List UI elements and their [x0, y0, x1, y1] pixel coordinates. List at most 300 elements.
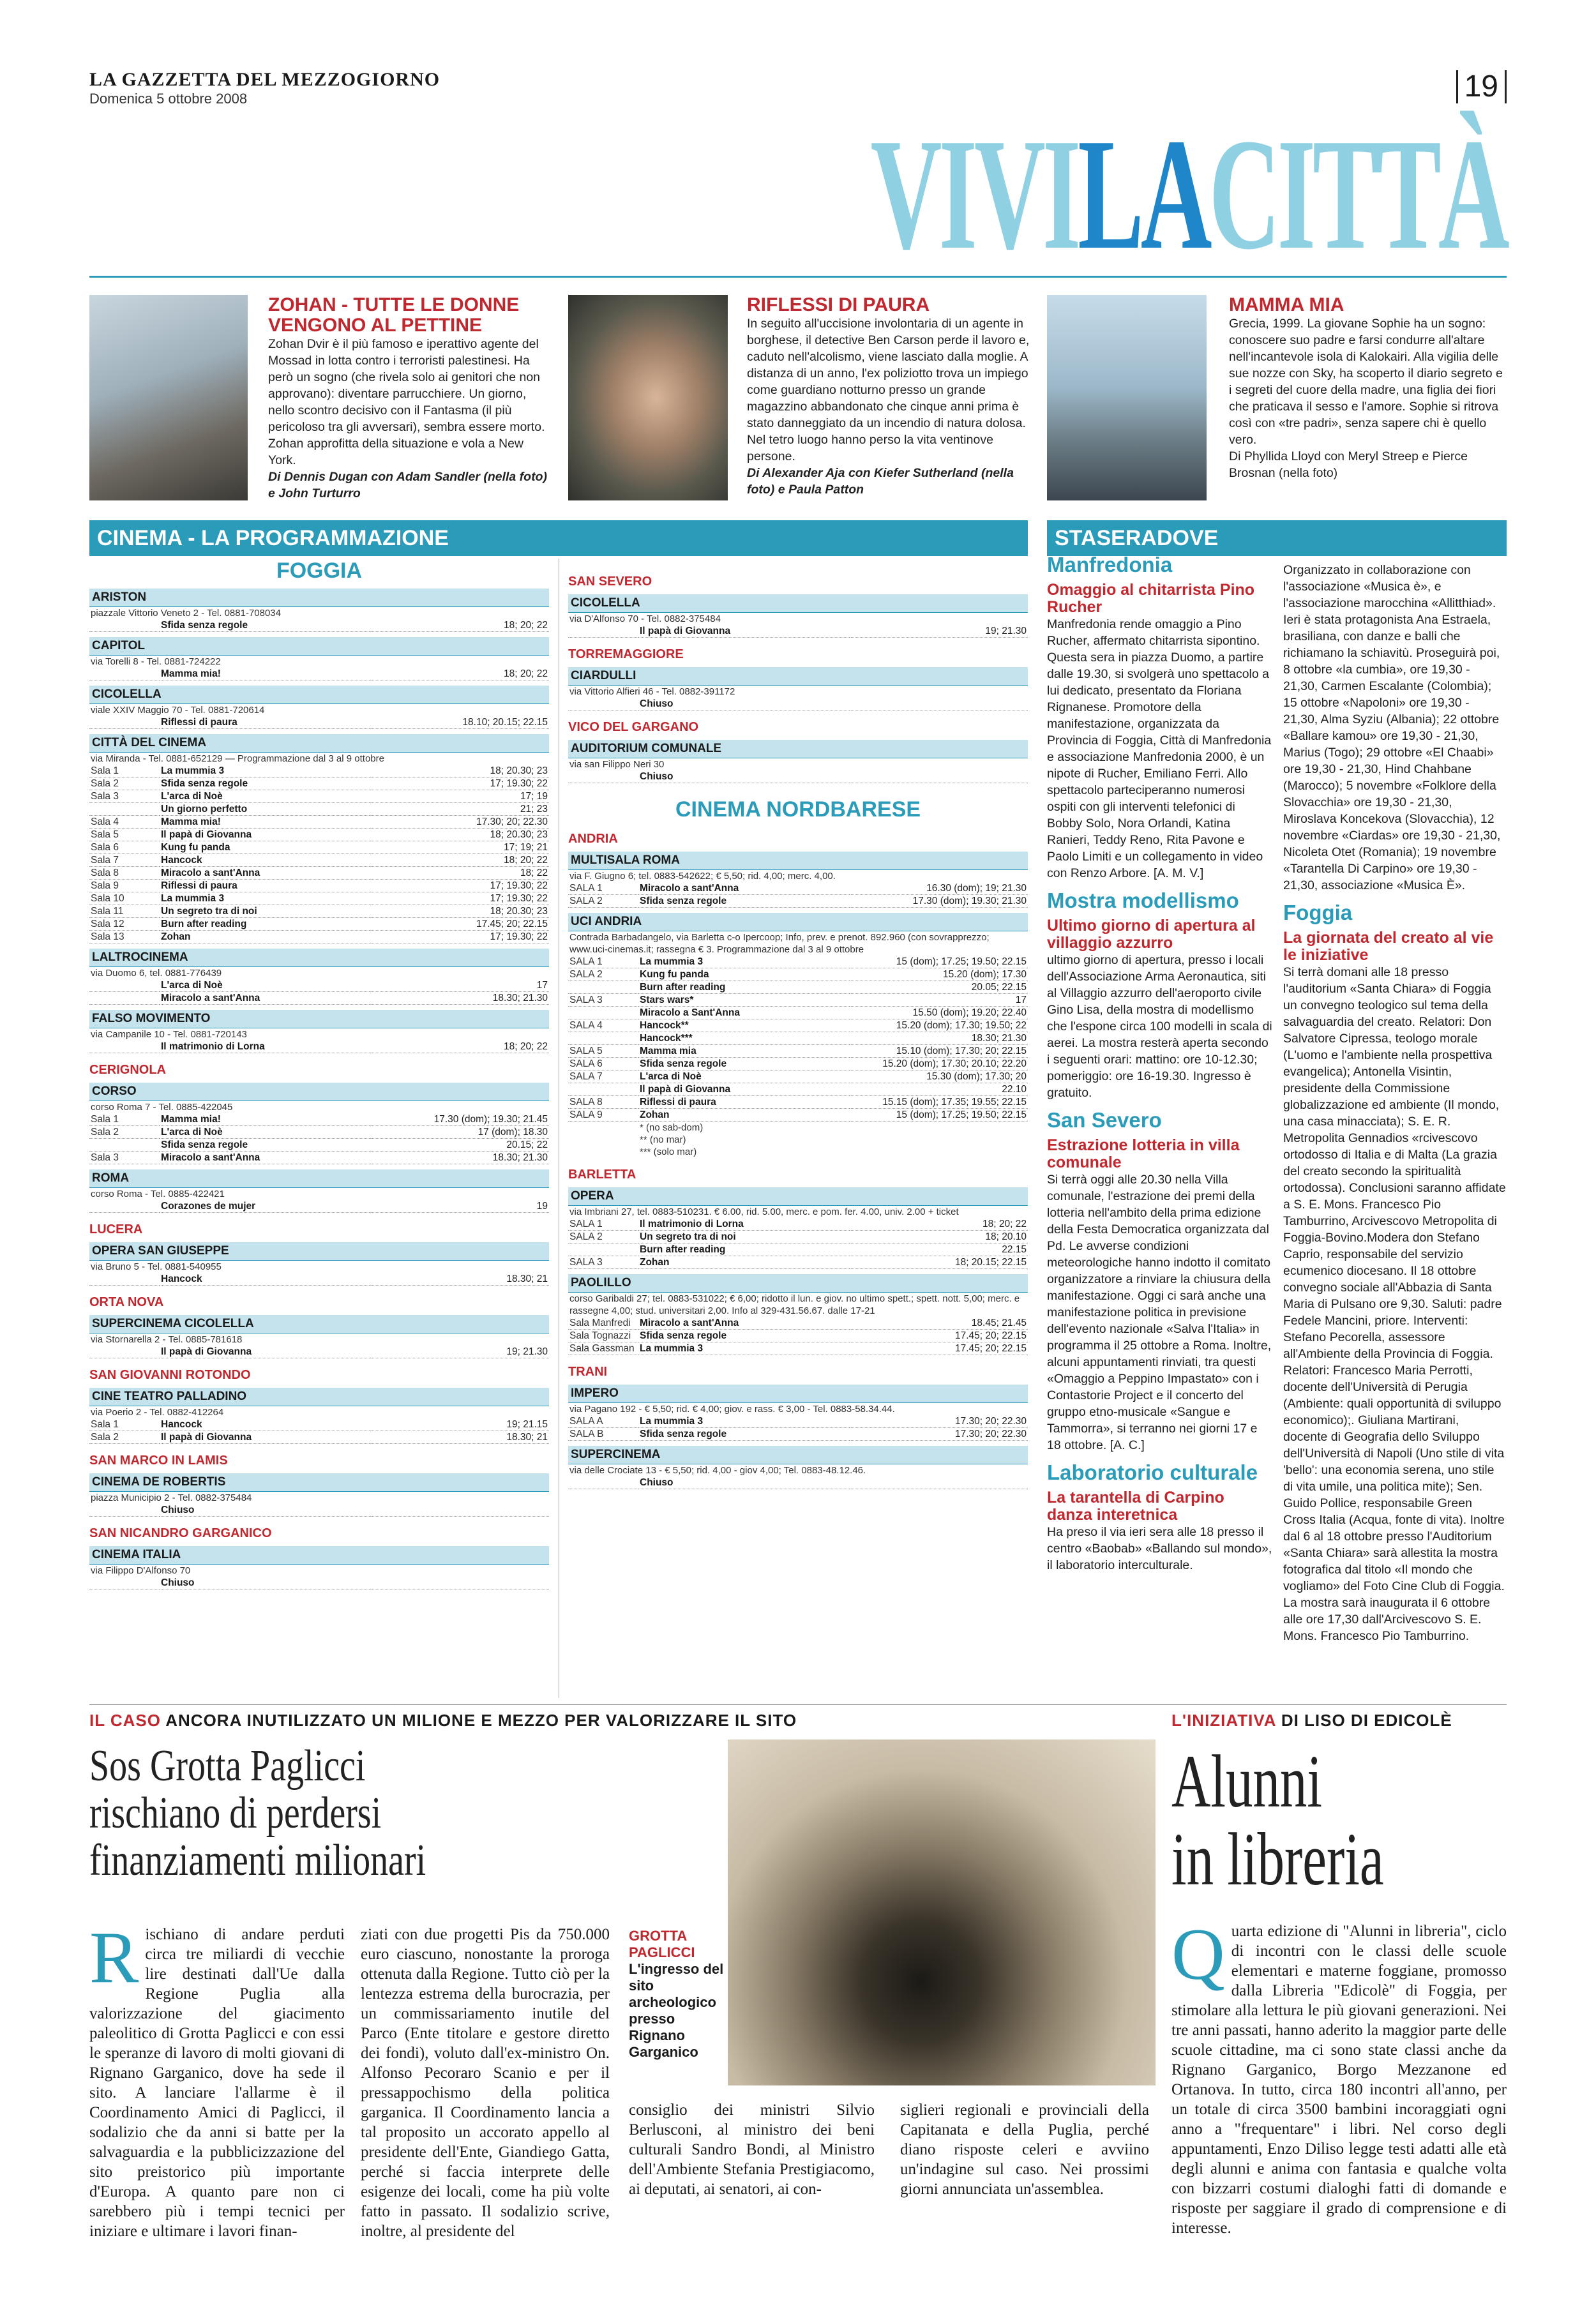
- city-heading-foggia: FOGGIA: [276, 559, 363, 583]
- screen-label: [89, 992, 160, 1005]
- show-times: 20.15; 22: [506, 1139, 548, 1150]
- showtime-row: [89, 803, 549, 816]
- showtimes-table: [89, 1200, 549, 1213]
- province-listings: [89, 1062, 549, 1589]
- showtime-row: [89, 778, 549, 790]
- show-times: 18.45; 21.45: [971, 1318, 1027, 1328]
- event-title: Ultimo giorno di apertura al villaggio azzurro: [1047, 917, 1256, 952]
- film-title: Chiuso: [640, 698, 674, 709]
- showtimes-table: [568, 956, 1028, 1122]
- show-times: [371, 1577, 549, 1589]
- film-title: Sfida senza regole: [161, 1139, 248, 1150]
- riflessi-photo: [568, 295, 728, 500]
- showtime-row: [568, 1428, 1028, 1441]
- cinema-block: [89, 637, 549, 680]
- film-title: Miracolo a sant'Anna: [161, 868, 260, 878]
- cinema-address: via Imbriani 27, tel. 0883-510231. € 6.00, rid. 5.00, merc. e pom. fer. 4.00, univ. 2.00 + ticket: [569, 1206, 959, 1217]
- film-title: Miracolo a sant'Anna: [640, 883, 739, 894]
- film-title: La mummia 3: [640, 956, 704, 967]
- screen-label: Sala 2: [91, 1432, 119, 1443]
- cinema-address: corso Garibaldi 27; tel. 0883-531022; € 6,00; ridotto il lun. e giov. no ultimo spett.; spett. nott. 5,00; merc. e rassegne 4,00; stud. universitari 2,00. Info al 329-431.56.67. dalle 17-21: [569, 1293, 1020, 1316]
- caption-title: GROTTA PAGLICCI: [629, 1928, 695, 1960]
- cinema-name: PAOLILLO: [568, 1274, 1028, 1293]
- showtime-row: [568, 1019, 1028, 1032]
- cinema-name: SUPERCINEMA: [568, 1446, 1028, 1464]
- showtimes-table: [89, 1273, 549, 1286]
- cinema-block: [89, 1315, 549, 1358]
- screen-label: Sala 10: [91, 893, 124, 904]
- top-rule: [89, 276, 1507, 278]
- show-times: 19; 21.30: [985, 626, 1027, 636]
- event-town: Foggia: [1283, 901, 1353, 924]
- review-credit: Di Dennis Dugan con Adam Sandler (nella foto) e John Turturro: [268, 470, 547, 500]
- showtime-row: [89, 1418, 549, 1431]
- show-times: 17; 19.30; 22: [490, 931, 548, 942]
- screen-label: [568, 1032, 638, 1045]
- cinema-address: via Filippo D'Alfonso 70: [91, 1565, 191, 1576]
- showtime-row: [568, 968, 1028, 981]
- screen-label: SALA 2: [569, 896, 603, 906]
- cinema-name: CICOLELLA: [89, 686, 549, 704]
- screen-label: SALA 2: [569, 969, 603, 980]
- film-title: L'arca di Noè: [640, 1071, 702, 1082]
- screen-label: Sala 5: [91, 829, 119, 840]
- showtimes-table: [89, 1346, 549, 1358]
- town-heading: ANDRIA: [568, 832, 618, 846]
- showtimes-table: [89, 1113, 549, 1164]
- show-times: 18; 20; 22: [504, 855, 548, 866]
- film-title: Hancock**: [640, 1020, 689, 1031]
- showtime-row: [568, 895, 1028, 908]
- screen-label: Sala 3: [91, 791, 119, 802]
- showtimes-table: [568, 625, 1028, 638]
- film-title: La mummia 3: [161, 765, 225, 776]
- cinema-address: viale XXIV Maggio 70 - Tel. 0881-720614: [91, 705, 265, 716]
- film-title: Zohan: [640, 1109, 670, 1120]
- cinema-name: CINEMA ITALIA: [89, 1546, 549, 1565]
- showtime-row: [89, 1273, 549, 1286]
- screen-label: [89, 668, 160, 680]
- show-times: 17; 19.30; 22: [490, 893, 548, 904]
- cinema-address: via Pagano 192 - € 5,50; rid. € 4,00; giov. e rass. € 3,00 - Tel. 0883-58.34.44.: [569, 1404, 895, 1415]
- province-listings-2: [568, 574, 1028, 783]
- screen-label: Sala 2: [91, 778, 119, 789]
- showtime-row: [568, 1032, 1028, 1045]
- cinema-name: CITTÀ DEL CINEMA: [89, 734, 549, 753]
- showtime-row: [89, 1346, 549, 1358]
- screen-label: Sala 6: [91, 842, 119, 853]
- screen-label: SALA A: [569, 1416, 603, 1427]
- event-town: Manfredonia: [1047, 553, 1173, 576]
- film-title: La mummia 3: [640, 1416, 704, 1427]
- nordbarese-listings: [568, 831, 1028, 1489]
- showtimes-table: [568, 770, 1028, 783]
- film-title: Miracolo a sant'Anna: [161, 993, 260, 1003]
- footnote: *** (solo mar): [640, 1146, 697, 1157]
- screen-label: [89, 1041, 160, 1053]
- cinema-name: IMPERO: [568, 1385, 1028, 1403]
- show-times: [371, 1504, 549, 1517]
- film-title: L'arca di Noè: [161, 980, 223, 991]
- showtime-row: [568, 1218, 1028, 1231]
- screen-label: Sala 2: [91, 1127, 119, 1138]
- showtime-row: [89, 1431, 549, 1444]
- caso-kicker: IL CASO ANCORA INUTILIZZATO UN MILIONE E MEZZO PER VALORIZZARE IL SITO: [89, 1711, 797, 1730]
- screen-label: SALA B: [569, 1429, 604, 1439]
- show-times: 18; 20.10: [985, 1231, 1027, 1242]
- show-times: 18.30; 21: [506, 1273, 548, 1284]
- film-title: Sfida senza regole: [640, 1058, 727, 1069]
- section-title: VIVILACITTÀ: [870, 106, 1507, 283]
- screen-label: [89, 1273, 160, 1286]
- show-times: 17: [536, 980, 548, 991]
- showtime-row: [89, 668, 549, 680]
- film-title: Kung fu panda: [640, 969, 709, 980]
- screen-label: Sala 9: [91, 880, 119, 891]
- cinema-name: AUDITORIUM COMUNALE: [568, 740, 1028, 758]
- show-times: 18; 20.30; 23: [490, 906, 548, 917]
- showtime-row: [568, 981, 1028, 994]
- city-heading-nordbarese: CINEMA NORDBARESE: [675, 797, 921, 822]
- show-times: 17.30; 20; 22.30: [954, 1429, 1027, 1439]
- screen-label: Sala Manfredi: [569, 1318, 631, 1328]
- showtimes-table: [89, 765, 549, 943]
- cinema-address: piazzale Vittorio Veneto 2 - Tel. 0881-708034: [91, 608, 281, 619]
- town-heading: SAN NICANDRO GARGANICO: [89, 1526, 272, 1540]
- cinema-name: CAPITOL: [89, 637, 549, 656]
- showtime-row: [89, 790, 549, 803]
- film-title: Hancock***: [640, 1033, 693, 1044]
- showtimes-table: [89, 1504, 549, 1517]
- show-times: 15.20 (dom); 17.30; 19.50; 22: [896, 1020, 1027, 1031]
- screen-label: Sala 1: [91, 765, 119, 776]
- cinema-block: [568, 1446, 1028, 1489]
- screen-label: Sala 3: [91, 1152, 119, 1163]
- show-times: 17.30 (dom); 19.30; 21.45: [433, 1114, 548, 1125]
- cinema-name: CIARDULLI: [568, 667, 1028, 686]
- film-title: Hancock: [161, 855, 202, 866]
- showtime-row: [89, 992, 549, 1005]
- cinema-block: [568, 852, 1028, 908]
- film-title: Zohan: [161, 931, 191, 942]
- showtime-row: [89, 1577, 549, 1589]
- cinema-block: [568, 667, 1028, 710]
- show-times: 15.30 (dom); 17.30; 20: [926, 1071, 1027, 1082]
- review-title: ZOHAN - TUTTE LE DONNE VENGONO AL PETTINE: [268, 294, 520, 336]
- show-times: 17.30; 20; 22.30: [954, 1416, 1027, 1427]
- show-times: 18.30; 21.30: [492, 1152, 548, 1163]
- film-title: Burn after reading: [161, 919, 247, 929]
- film-title: Il papà di Giovanna: [161, 829, 252, 840]
- cinema-col-2: [568, 565, 1028, 1489]
- screen-label: SALA 8: [569, 1097, 603, 1108]
- cinema-name: CORSO: [89, 1083, 549, 1101]
- cinema-name: UCI ANDRIA: [568, 913, 1028, 931]
- show-times: 18; 22: [520, 868, 548, 878]
- newspaper-name: LA GAZZETTA DEL MEZZOGIORNO: [89, 69, 440, 90]
- showtimes-table: [568, 698, 1028, 710]
- show-times: 18.30; 21: [506, 1432, 548, 1443]
- showtime-row: [568, 1071, 1028, 1083]
- show-times: 17.30 (dom); 19.30; 21.30: [912, 896, 1027, 906]
- showtime-row: [89, 829, 549, 841]
- show-times: 18; 20; 22: [982, 1219, 1027, 1229]
- cinema-name: ROMA: [89, 1169, 549, 1188]
- town-heading: CERIGNOLA: [89, 1063, 166, 1077]
- town-heading: TRANI: [568, 1365, 608, 1379]
- film-title: Mamma mia!: [161, 816, 221, 827]
- film-title: Il matrimonio di Lorna: [640, 1219, 744, 1229]
- film-title: Riflessi di paura: [161, 717, 237, 728]
- film-title: Riflessi di paura: [161, 880, 237, 891]
- cinema-name: FALSO MOVIMENTO: [89, 1010, 549, 1028]
- showtimes-table: [568, 1218, 1028, 1269]
- showtime-row: [568, 1256, 1028, 1269]
- screen-label: [89, 803, 160, 816]
- film-title: Mamma mia!: [161, 668, 221, 679]
- review-text: In seguito all'uccisione involontaria di un agente in borghese, il detective Ben Carson perde il lavoro e, caduto nell'alcolismo, viene lasciato dalla moglie. A distanza di un anno, l'ex poliziotto trova un impiego come guardiano notturno presso un grande magazzino abbandonato che cinque anni prima è stato danneggiato da un incendio di natura dolosa. Nel tetro luogo hanno perso la vita ventinove persone.: [747, 317, 1030, 463]
- cinema-name: CINEMA DE ROBERTIS: [89, 1473, 549, 1492]
- show-times: 18; 20.15; 22.15: [954, 1257, 1027, 1268]
- issue-date: Domenica 5 ottobre 2008: [89, 91, 248, 107]
- film-title: Chiuso: [161, 1577, 195, 1588]
- film-title: Miracolo a sant'Anna: [640, 1318, 739, 1328]
- showtime-row: [568, 882, 1028, 895]
- showtime-row: [568, 698, 1028, 710]
- showtimes-table: [568, 1476, 1028, 1489]
- showtime-row: [89, 905, 549, 918]
- film-title: Burn after reading: [640, 982, 726, 993]
- cinema-block: [89, 1169, 549, 1213]
- screen-label: [568, 1243, 638, 1256]
- cinema-block: [568, 1385, 1028, 1441]
- showtime-row: [568, 1083, 1028, 1096]
- cinema-block: [568, 594, 1028, 638]
- cinema-block: [89, 1242, 549, 1286]
- review-zohan: [268, 295, 554, 502]
- showtime-row: [89, 841, 549, 854]
- show-times: 18; 20.30; 23: [490, 765, 548, 776]
- screen-label: [89, 1577, 160, 1589]
- cinema-block: [89, 734, 549, 943]
- show-times: 17.30; 20; 22.30: [476, 816, 548, 827]
- show-times: 17.45; 20; 22.15: [954, 1343, 1027, 1354]
- show-times: 17 (dom); 18.30: [478, 1127, 548, 1138]
- film-title: Un segreto tra di noi: [161, 906, 257, 917]
- screen-label: [89, 1346, 160, 1358]
- review-mammamia: [1229, 295, 1507, 481]
- film-title: Il papà di Giovanna: [640, 626, 731, 636]
- film-title: L'arca di Noè: [161, 1127, 223, 1138]
- showtime-row: [89, 931, 549, 943]
- showtime-row: [89, 716, 549, 729]
- showtimes-table: [89, 979, 549, 1005]
- film-title: Miracolo a Sant'Anna: [640, 1007, 740, 1018]
- review-text: Zohan Dvir è il più famoso e iperattivo agente del Mossad in lotta contro i terroristi palestinesi. Ha però un sogno (che rivela solo ai genitori che non approvano): diventare parrucchiere. Un giorno, nello scontro decisivo con il Fantasma (il più pericoloso tra gli avversari), sembra essere morto. Zohan approfitta della situazione e vola a New York.: [268, 337, 545, 467]
- caso-col-3: consiglio dei ministri Silvio Berlusconi, al ministro dei beni culturali Sandro Bondi, al Ministro dell'Ambiente Stefania Prestigiacomo, ai deputati, ai senatori, ai con-: [629, 2101, 875, 2198]
- show-times: 17; 19.30; 22: [490, 880, 548, 891]
- showtime-row: [568, 1330, 1028, 1342]
- show-times: 18; 20; 22: [504, 1041, 548, 1052]
- screen-label: SALA 1: [569, 1219, 603, 1229]
- showtime-row: [89, 892, 549, 905]
- showtime-row: [568, 1415, 1028, 1428]
- cinema-block: [89, 1010, 549, 1053]
- event-title: La tarantella di Carpino danza interetnica: [1047, 1489, 1224, 1524]
- review-title: MAMMA MIA: [1229, 294, 1344, 315]
- screen-label: Sala Gassman: [569, 1343, 635, 1354]
- film-title: Chiuso: [161, 1505, 195, 1515]
- film-title: Mamma mia: [640, 1046, 696, 1056]
- showtime-row: [89, 918, 549, 931]
- film-title: Mamma mia!: [161, 1114, 221, 1125]
- film-title: Corazones de mujer: [161, 1201, 256, 1212]
- show-times: 21; 23: [520, 804, 548, 815]
- showtime-row: [568, 1342, 1028, 1355]
- showtime-row: [89, 1139, 549, 1152]
- film-title: Il papà di Giovanna: [640, 1084, 731, 1095]
- cinema-block: [89, 589, 549, 632]
- review-riflessi: [747, 295, 1034, 498]
- film-title: Hancock: [161, 1419, 202, 1430]
- screen-label: SALA 3: [569, 995, 603, 1005]
- screen-label: SALA 7: [569, 1071, 603, 1082]
- town-heading: LUCERA: [89, 1222, 143, 1236]
- screen-label: Sala 4: [91, 816, 119, 827]
- town-heading: ORTA NOVA: [89, 1295, 164, 1309]
- screen-label: SALA 2: [569, 1231, 603, 1242]
- review-credit: Di Alexander Aja con Kiefer Sutherland (nella foto) e Paula Patton: [747, 466, 1014, 497]
- town-heading: BARLETTA: [568, 1168, 636, 1182]
- show-times: 15 (dom); 17.25; 19.50; 22.15: [896, 956, 1027, 967]
- cinema-address: via delle Crociate 13 - € 5,50; rid. 4,00 - giov 4,00; Tel. 0883-48.12.46.: [569, 1465, 866, 1476]
- foggia-listings: [89, 589, 549, 1053]
- screen-label: [568, 1083, 638, 1096]
- screen-label: SALA 3: [569, 1257, 603, 1268]
- cinema-name: OPERA: [568, 1187, 1028, 1206]
- event-text: Si terrà oggi alle 20.30 nella Villa comunale, l'estrazione dei premi della lotteria nell'ambito della prima edizione della Festa Democratica organizzata dal Pd. Le avverse condizioni meteorologiche hanno indotto il comitato organizzatore a rinviare la chiusura della manifestazione. Oggi ci sarà anche una manifestazione politica in previsione dell'evento nazionale «Salva l'Italia» in programma il 25 ottobre a Roma. Inoltre, alcuni appuntamenti rinviati, tra questi «Omaggio a Peppino Impastato» con i Contastorie Project e il concerto del gruppo etno-musicale «Sangue e Tammorra», si terranno nei giorni 17 e 18 ottobre. [A. C.]: [1047, 1173, 1272, 1452]
- cinema-block: [89, 949, 549, 1005]
- town-heading: SAN SEVERO: [568, 575, 652, 589]
- town-heading: VICO DEL GARGANO: [568, 720, 699, 734]
- event-title: La giornata del creato al vie le iniziative: [1283, 929, 1494, 964]
- cinema-name: SUPERCINEMA CICOLELLA: [89, 1315, 549, 1334]
- showtime-row: [89, 1126, 549, 1139]
- town-heading: TORREMAGGIORE: [568, 647, 684, 661]
- film-title: Chiuso: [640, 1477, 674, 1488]
- show-times: [850, 698, 1028, 710]
- showtime-row: [568, 1109, 1028, 1122]
- showtime-row: [568, 1243, 1028, 1256]
- caso-headline: Sos Grotta Paglicci rischiano di perdersi finanziamenti milionari: [89, 1741, 426, 1885]
- film-title: Sfida senza regole: [161, 620, 248, 631]
- cinema-block: [89, 1388, 549, 1444]
- show-times: 17: [1015, 995, 1027, 1005]
- showtime-row: [568, 770, 1028, 783]
- show-times: 18; 20.30; 23: [490, 829, 548, 840]
- show-times: 15.15 (dom); 17.35; 19.55; 22.15: [882, 1097, 1027, 1108]
- screen-label: SALA 9: [569, 1109, 603, 1120]
- showtime-row: [89, 1152, 549, 1164]
- cinema-address: corso Roma 7 - Tel. 0885-422045: [91, 1102, 233, 1113]
- show-times: 16.30 (dom); 19; 21.30: [926, 883, 1027, 894]
- screen-label: Sala 13: [91, 931, 124, 942]
- town-heading: SAN MARCO IN LAMIS: [89, 1454, 228, 1468]
- cinema-address: via F. Giugno 6; tel. 0883-542622; € 5,50; rid. 4,00; merc. 4,00.: [569, 871, 836, 882]
- film-title: Stars wars*: [640, 995, 694, 1005]
- bottom-rule: [89, 1704, 1507, 1705]
- showtimes-table: [89, 668, 549, 680]
- cinema-name: LALTROCINEMA: [89, 949, 549, 967]
- cinema-block: [89, 686, 549, 729]
- screen-label: [568, 1007, 638, 1019]
- show-times: 17; 19; 21: [504, 842, 548, 853]
- show-times: 17; 19: [520, 791, 548, 802]
- cinema-name: CICOLELLA: [568, 594, 1028, 613]
- cinema-name: CINE TEATRO PALLADINO: [89, 1388, 549, 1406]
- cinema-address: via Torelli 8 - Tel. 0881-724222: [91, 656, 221, 667]
- screen-label: [89, 979, 160, 992]
- cinema-address: piazza Municipio 2 - Tel. 0882-375484: [91, 1492, 252, 1503]
- screen-label: [568, 625, 638, 638]
- showtimes-table: [89, 1041, 549, 1053]
- cinema-col-1: [89, 559, 549, 1589]
- showtime-row: [568, 1045, 1028, 1058]
- showtime-row: [568, 1317, 1028, 1330]
- showtimes-table: [568, 1415, 1028, 1441]
- screen-label: SALA 5: [569, 1046, 603, 1056]
- show-times: 18.30; 21.30: [971, 1033, 1027, 1044]
- cinema-name: OPERA SAN GIUSEPPE: [89, 1242, 549, 1261]
- showtime-row: [89, 880, 549, 892]
- film-title: Un segreto tra di noi: [640, 1231, 736, 1242]
- film-title: Hancock: [161, 1273, 202, 1284]
- cinema-name: ARISTON: [89, 589, 549, 607]
- town-heading: SAN GIOVANNI ROTONDO: [89, 1368, 251, 1382]
- grotta-photo: [728, 1739, 1156, 2085]
- show-times: 15.20 (dom); 17.30: [943, 969, 1027, 980]
- cinema-address: via Campanile 10 - Tel. 0881-720143: [91, 1029, 247, 1040]
- showtime-row: [568, 1476, 1028, 1489]
- event-title: Estrazione lotteria in villa comunale: [1047, 1136, 1240, 1171]
- cinema-block: [568, 913, 1028, 1158]
- zohan-photo: [89, 295, 248, 500]
- showtime-row: [89, 1113, 549, 1126]
- screen-label: [568, 770, 638, 783]
- cinema-section-bar: CINEMA - LA PROGRAMMAZIONE: [89, 520, 1028, 556]
- cinema-address: Contrada Barbadangelo, via Barletta c-o Ipercoop; Info, prev. e prenot. 892.960 (con sovrapprezzo; www.uci-cinemas.it; rassegna € 3. Programmazione dal 3 al 9 ottobre: [569, 932, 990, 955]
- mammamia-photo: [1047, 295, 1207, 500]
- staseradove-section-bar: STASERADOVE: [1047, 520, 1507, 556]
- showtime-row: [89, 979, 549, 992]
- screen-label: [568, 698, 638, 710]
- showtime-row: [568, 956, 1028, 968]
- screen-label: Sala 12: [91, 919, 124, 929]
- screen-label: [89, 1200, 160, 1213]
- film-title: Un giorno perfetto: [161, 804, 248, 815]
- film-title: Burn after reading: [640, 1244, 726, 1255]
- screen-label: Sala 1: [91, 1114, 119, 1125]
- event-text: Organizzato in collaborazione con l'associazione «Musica è», e l'associazione marocchina «Allitthiad». Ieri è stata protagonista Ana Estraela, brasiliana, con danze e balli che richiamano la schiavitù. Proseguirà poi, 8 ottobre «la cumbia», ore 19,30 - 21,30, Carmen Escalante (Colombia); 15 ottobre «Napoloni» ore 19,30 - 21,30, Alma Syziu (Albania); 22 ottobre «Ballare kamou» ore 19,30 - 21,30, Marius (Togo); 29 ottobre «El Chaabi» ore 19,30 - 21,30, Hind Chahbane (Marocco); 5 novembre «Folklore della Slovacchia» ore 19,30 - 21,30, Miroslava Koncekova (Slovacchia), 12 novembre «Ciardas» ore 19,30 - 21,30, Nicoleta Otet (Romania); 19 novembre «Tarantella Di Carpino» ore 19,30 - 21,30, associazione «Musica È».: [1283, 563, 1501, 892]
- event-text: ultimo giorno di apertura, presso i locali dell'Associazione Arma Aeronautica, siti al Villaggio azzurro dell'aeroporto civile Gino Lisa, della mostra di modellismo che l'espone circa 100 modelli in scala di aerei. La mostra resterà aperta secondo i seguenti orari: mattino: ore 10-12.30; pomeriggio: ore 16-19.30. Ingresso è gratuito.: [1047, 953, 1272, 1100]
- show-times: 17.45; 20; 22.15: [954, 1330, 1027, 1341]
- cinema-block: [568, 1274, 1028, 1355]
- screen-label: Sala 8: [91, 868, 119, 878]
- cinema-address: via Duomo 6, tel. 0881-776439: [91, 968, 222, 979]
- showtimes-table: [89, 1577, 549, 1589]
- grotta-caption: [629, 1928, 725, 2061]
- caso-col-1: Rischiano di andare perduti circa tre miliardi di vecchie lire destinati dall'Ue dalla Regione Puglia alla valorizzazione del giacimento paleolitico di Grotta Paglicci e con essi le speranze di lavoro di molti giovani di Rignano Garganico, dove ha sede il sito. A lanciare l'allarme è il Coordinamento Amici di Paglicci, il sodalizio che da anni si batte per la salvaguardia e la pubblicizzazione del sito preistorico più importante d'Europa. A quanto pare non ci sarebbero più i tempi tecnici per iniziare e ultimare i lavori finan-: [89, 1917, 345, 2240]
